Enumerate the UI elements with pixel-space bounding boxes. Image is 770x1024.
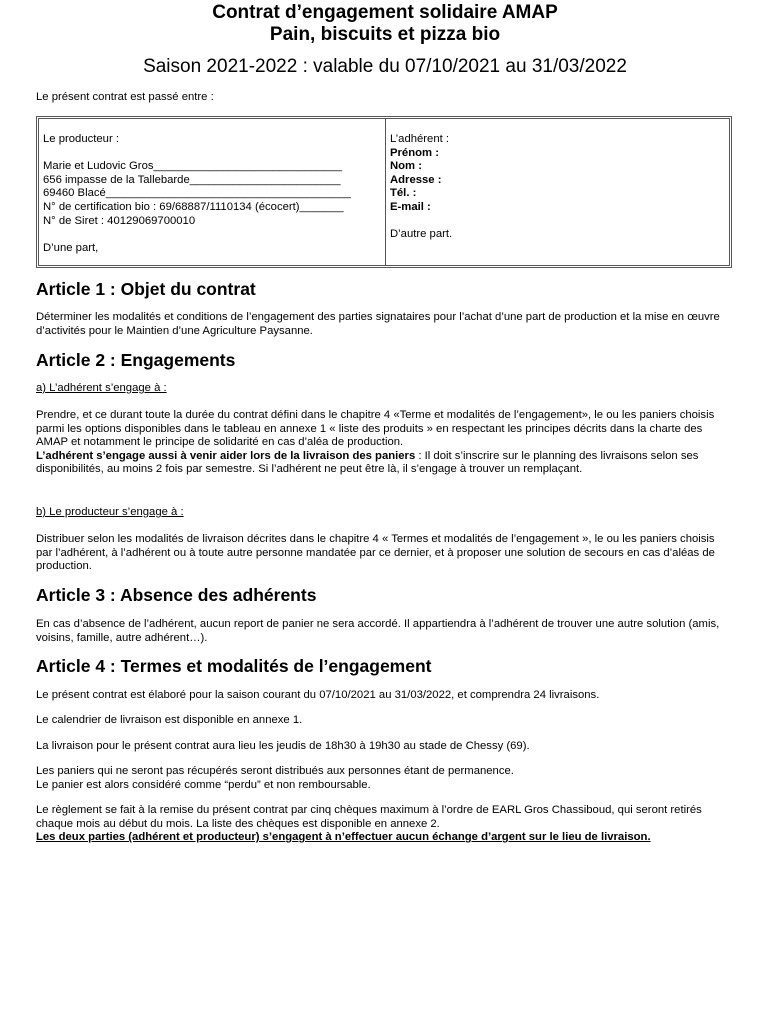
article-2-para-a-text: Prendre, et ce durant toute la durée du contrat défini dans le chapitre 4 «Terme et modalités de l’engagement», le ou les paniers choisis parmi les options disponibles dans le tableau en annexe 1 « liste des produits » en respectant les principes décrits dans la charte des AMAP et notamment le principe de solidarité en cas d’aléa de production. — [36, 409, 715, 449]
producer-siret: N° de Siret : 40129069700010 — [43, 214, 196, 227]
producer-closing: D’une part, — [43, 241, 99, 254]
article-4-p3: La livraison pour le présent contrat aura lieu les jeudis de 18h30 à 19h30 au stade de Chessy (69). — [36, 740, 530, 752]
producer-cell — [43, 133, 383, 255]
article-4-p5 — [36, 804, 732, 845]
article-2-para-a-bold: L’adhérent s’engage aussi à venir aider lors de la livraison des paniers — [36, 449, 416, 462]
producer-address-2: 69460 Blacé_______________________________________ — [43, 187, 351, 200]
article-4-p1: Le présent contrat est élaboré pour la saison courant du 07/10/2021 au 31/03/2022, et comprendra 24 livraisons. — [36, 689, 600, 701]
member-cell — [390, 133, 720, 242]
article-4-p4 — [36, 765, 732, 792]
article-4-p2: Le calendrier de livraison est disponible en annexe 1. — [36, 714, 303, 726]
producer-certification: N° de certification bio : 69/68887/1110134 (écocert)_______ — [43, 200, 344, 213]
article-4-heading: Article 4 : Termes et modalités de l’engagement — [36, 656, 432, 676]
member-phone-field: Tél. : — [390, 187, 417, 200]
article-2-para-b: Distribuer selon les modalités de livraison décrites dans le chapitre 4 « Termes et modalités de l’engagement », le ou les paniers choisis par l’adhérent, à l’adhérent ou à toute autre personne mandatée par ce dernier, et à proposer une solution de secours en cas d’aléas de production. — [36, 533, 715, 573]
producer-address-1: 656 impasse de la Tallebarde________________________ — [43, 173, 341, 186]
article-2-para-a — [36, 409, 732, 477]
member-address-field: Adresse : — [390, 173, 442, 186]
member-email-field: E-mail : — [390, 200, 431, 213]
article-2-para-a-rest: : Il doit s’inscrire sur le planning des livraisons selon ses disponibilités, au moins 2 fois par semestre. Si l’adhérent ne peut être là, il s’engage à trouver un remplaçant. — [36, 449, 699, 476]
title-line-1: Contrat d’engagement solidaire AMAP — [212, 2, 558, 23]
producer-label: Le producteur : — [43, 133, 119, 145]
article-2-sub-b: b) Le producteur s’engage à : — [36, 506, 184, 518]
article-4-p5-text: Le règlement se fait à la remise du présent contrat par cinq chèques maximum à l’ordre de EARL Gros Chassiboud, qui seront retirés chaque mois au début du mois. La liste des chèques est disponible en annexe 2. — [36, 804, 702, 830]
season-line: Saison 2021-2022 : valable du 07/10/2021 au 31/03/2022 — [143, 56, 627, 77]
member-closing: D’autre part. — [390, 228, 453, 241]
intro-text: Le présent contrat est passé entre : — [36, 91, 214, 103]
article-4-p4a: Les paniers qui ne seront pas récupérés seront distribués aux personnes étant de permanence. — [36, 765, 514, 777]
article-3-heading: Article 3 : Absence des adhérents — [36, 585, 317, 605]
parties-table — [36, 116, 732, 268]
article-3-text: En cas d’absence de l’adhérent, aucun report de panier ne sera accordé. Il appartiendra à l’adhérent de trouver une autre solution (amis, voisins, famille, autre adhérent…). — [36, 618, 720, 644]
member-firstname-field: Prénom : — [390, 146, 439, 159]
table-divider — [385, 119, 386, 265]
article-4-p5-bold: Les deux parties (adhérent et producteur) s’engagent à n’effectuer aucun échange d’argent sur le lieu de livraison. — [36, 831, 651, 844]
article-2-sub-a: a) L’adhérent s’engage à : — [36, 382, 167, 394]
article-4-p4b: Le panier est alors considéré comme “perdu” et non remboursable. — [36, 778, 371, 791]
member-label: L’adhérent : — [390, 133, 450, 145]
producer-name: Marie et Ludovic Gros______________________________ — [43, 160, 342, 173]
article-1-heading: Article 1 : Objet du contrat — [36, 279, 256, 299]
article-2-heading: Article 2 : Engagements — [36, 350, 236, 370]
article-1-text: Déterminer les modalités et conditions de l’engagement des parties signataires pour l’achat d’une part de production et la mise en œuvre d’activités pour le Maintien d’une Agriculture Paysanne. — [36, 311, 720, 337]
member-lastname-field: Nom : — [390, 160, 423, 173]
title-line-2: Pain, biscuits et pizza bio — [269, 24, 501, 45]
